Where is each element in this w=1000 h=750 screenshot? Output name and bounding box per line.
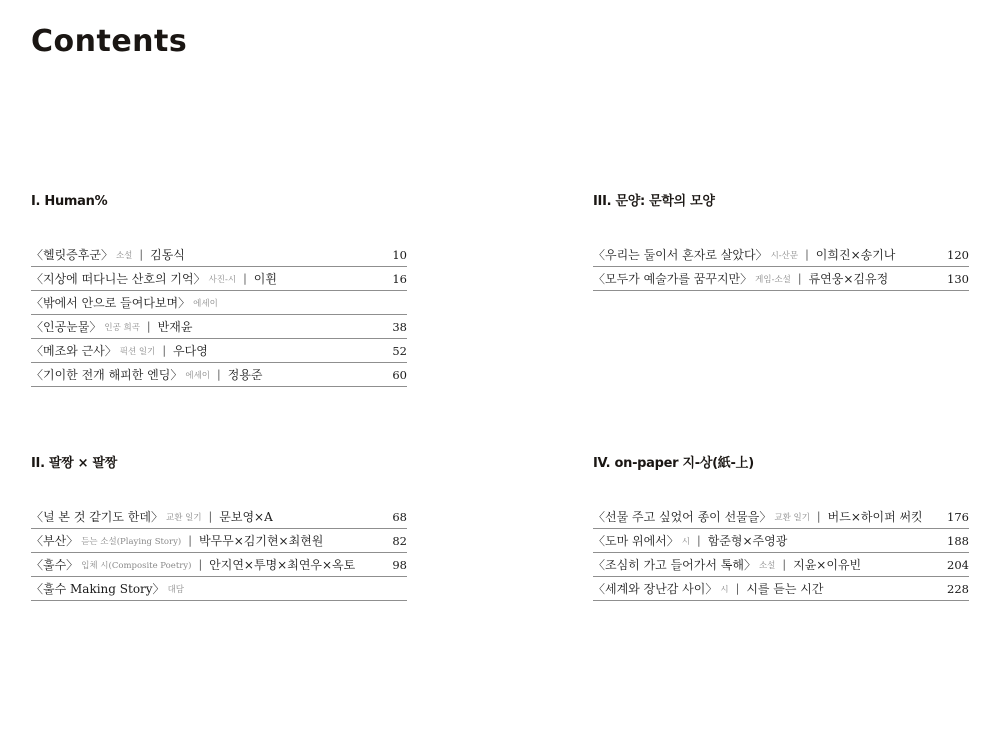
entry-page-number: 130: [947, 271, 969, 286]
entry-page-number: 188: [947, 533, 969, 548]
entry-title: 〈인공눈물〉: [31, 320, 102, 334]
entry-page-number: 204: [947, 557, 969, 572]
toc-entry[interactable]: [593, 577, 969, 601]
entry-title: 〈메조와 근사〉: [31, 344, 117, 358]
entry-genre: 게임-소설: [755, 274, 791, 285]
toc-entry[interactable]: [31, 363, 407, 387]
entry-separator: |: [697, 534, 701, 547]
toc-entry[interactable]: [31, 553, 407, 577]
entry-genre: 교환 일기: [166, 512, 202, 523]
entry-title: 〈세계와 장난감 사이〉: [593, 582, 718, 596]
toc-entry[interactable]: [31, 291, 407, 315]
entry-title: 〈기이한 전개 해피한 엔딩〉: [31, 368, 183, 382]
section-human: [31, 194, 407, 387]
entry-page-number: 38: [392, 319, 407, 334]
entry-title: 〈부산〉: [31, 534, 79, 548]
entry-author: 류연웅×김유정: [808, 272, 889, 286]
entry-page-number: 52: [392, 343, 407, 358]
entry-author: 시를 듣는 시간: [746, 582, 824, 596]
entry-genre: 듣는 소설(Playing Story): [81, 536, 182, 547]
entry-list: [31, 505, 407, 601]
entry-title: 〈모두가 예술가를 꿈꾸지만〉: [593, 272, 753, 286]
entry-genre: 픽션 일기: [119, 346, 156, 357]
toc-entry[interactable]: [593, 529, 969, 553]
entry-separator: |: [816, 510, 821, 523]
toc-entry[interactable]: [31, 243, 407, 267]
section-munyang: [593, 194, 969, 291]
entry-separator: |: [162, 344, 167, 357]
entry-genre: 소설: [758, 560, 776, 571]
entry-page-number: 120: [947, 247, 969, 262]
entry-genre: 인공 희곡: [104, 322, 140, 333]
entry-separator: |: [208, 510, 213, 523]
entry-genre: 교환 일기: [774, 512, 810, 523]
section-heading: I. Human%: [31, 194, 108, 209]
entry-genre: 시: [720, 584, 729, 595]
entry-separator: |: [805, 248, 809, 261]
entry-author: 박무무×김기현×최현원: [198, 534, 324, 548]
entry-page-number: 16: [392, 271, 407, 286]
toc-entry[interactable]: [593, 505, 969, 529]
toc-entry[interactable]: [31, 529, 407, 553]
entry-genre: 대담: [167, 584, 184, 595]
entry-author: 이휜: [253, 272, 277, 286]
entry-genre: 시-산문: [770, 250, 799, 261]
entry-separator: |: [188, 534, 192, 547]
entry-author: 우다영: [173, 344, 208, 358]
entry-title: 〈선물 주고 싶었어 종이 선물을〉: [593, 510, 772, 524]
section-heading: III. 문양: 문학의 모양: [593, 194, 715, 209]
section-on-paper: [593, 456, 969, 601]
toc-entry[interactable]: [31, 577, 407, 601]
entry-separator: |: [782, 558, 787, 571]
entry-author: 이희진×송기나: [815, 248, 896, 262]
entry-page-number: 60: [392, 367, 407, 382]
entry-author: 지윤×이유빈: [793, 558, 862, 572]
entry-separator: |: [243, 272, 247, 285]
toc-entry[interactable]: [31, 267, 407, 291]
entry-list: [31, 243, 407, 387]
entry-title: 〈도마 위에서〉: [593, 534, 679, 548]
entry-page-number: 176: [947, 509, 969, 524]
entry-author: 문보영×A: [219, 510, 273, 524]
entry-author: 함준형×주영광: [707, 534, 788, 548]
section-heading: II. 팔짱 × 팔짱: [31, 456, 118, 471]
entry-title: 〈널 본 것 같기도 한데〉: [31, 510, 163, 524]
entry-title: 〈헬릿증후군〉: [31, 248, 113, 262]
entry-page-number: 98: [392, 557, 407, 572]
toc-entry[interactable]: [31, 505, 407, 529]
entry-title: 〈조심히 가고 들어가서 톡해〉: [593, 558, 756, 572]
entry-separator: |: [217, 368, 221, 381]
entry-genre: 에세이: [193, 298, 218, 309]
entry-separator: |: [797, 272, 802, 285]
entry-title: 〈우리는 둘이서 혼자로 살았다〉: [593, 248, 768, 262]
entry-author: 안지연×투명×최연우×옥토: [209, 558, 356, 572]
section-heading: IV. on-paper 지-상(紙-上): [593, 456, 754, 471]
entry-genre: 소설: [115, 250, 133, 261]
toc-entry[interactable]: [593, 267, 969, 291]
entry-separator: |: [139, 248, 144, 261]
entry-list: [593, 243, 969, 291]
entry-separator: |: [198, 558, 203, 571]
toc-entry[interactable]: [31, 315, 407, 339]
entry-title: 〈밖에서 안으로 들여다보며〉: [31, 296, 191, 310]
entry-genre: 에세이: [185, 370, 211, 381]
entry-author: 버드×하이퍼 써킷: [827, 510, 923, 524]
section-palzzang: [31, 456, 407, 601]
entry-list: [593, 505, 969, 601]
entry-title: 〈지상에 떠다니는 산호의 기억〉: [31, 272, 206, 286]
entry-page-number: 82: [392, 533, 407, 548]
entry-separator: |: [735, 582, 740, 595]
entry-genre: 시: [681, 536, 690, 547]
entry-separator: |: [146, 320, 151, 333]
entry-title: 〈훌수〉: [31, 558, 79, 572]
entry-genre: 사진-시: [208, 274, 237, 285]
toc-entry[interactable]: [593, 243, 969, 267]
entry-title: 〈훌수 Making Story〉: [31, 582, 165, 596]
entry-page-number: 10: [392, 247, 407, 262]
toc-entry[interactable]: [31, 339, 407, 363]
entry-author: 김동식: [150, 248, 185, 262]
entry-genre: 입체 시(Composite Poetry): [81, 560, 192, 571]
entry-author: 정용준: [227, 368, 263, 382]
entry-page-number: 68: [392, 509, 407, 524]
entry-author: 반재윤: [157, 320, 193, 334]
entry-page-number: 228: [947, 581, 969, 596]
toc-entry[interactable]: [593, 553, 969, 577]
page-title: Contents: [31, 24, 188, 59]
